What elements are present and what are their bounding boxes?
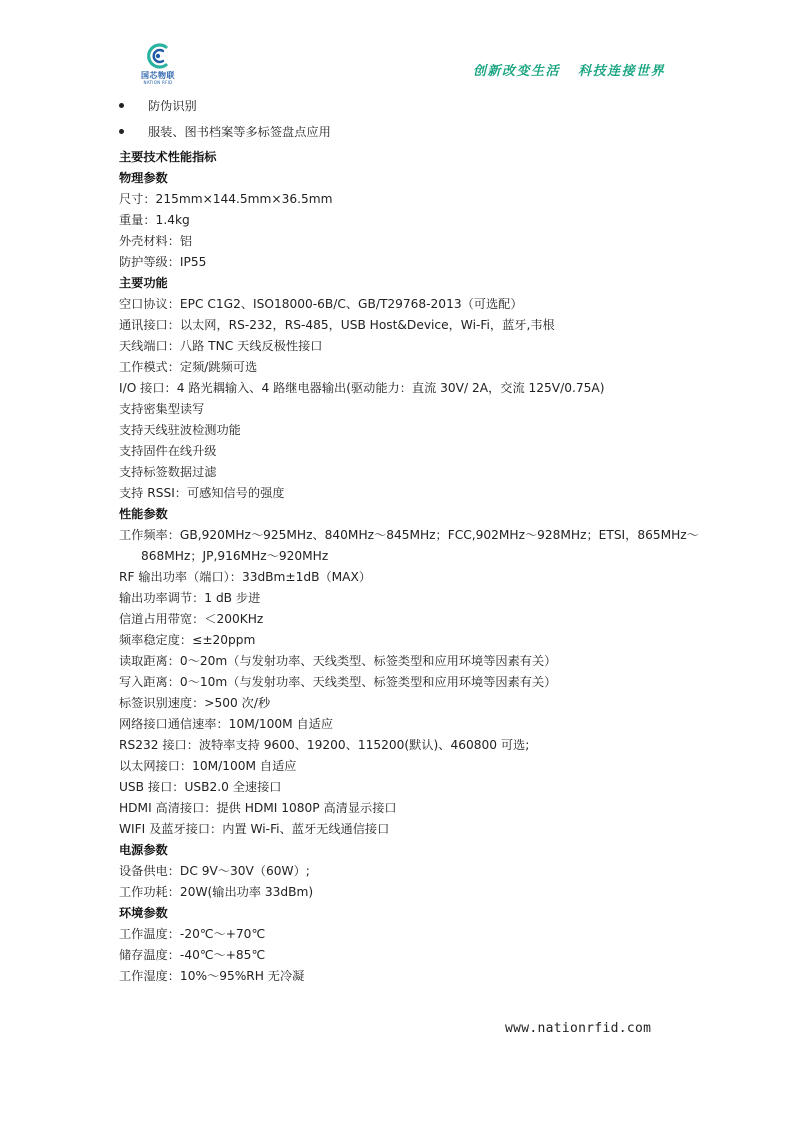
spec-line: 工作湿度：10%～95%RH 无冷凝: [119, 969, 305, 983]
spec-line: 支持标签数据过滤: [119, 465, 217, 479]
performance-heading: 性能参数: [119, 507, 168, 521]
spec-line: 工作温度：-20℃～+70℃: [119, 927, 266, 941]
spec-line: 储存温度：-40℃～+85℃: [119, 948, 266, 962]
spec-line: 空口协议：EPC C1G2、ISO18000-6B/C、GB/T29768-2013（可选配）: [119, 297, 523, 311]
footer-url: www.nationrfid.com: [505, 1021, 652, 1036]
spec-line: 工作功耗：20W(输出功率 33dBm): [119, 885, 314, 899]
nation-rfid-logo-icon: [141, 42, 175, 70]
spec-line: 网络接口通信速率：10M/100M 自适应: [119, 717, 334, 731]
spec-line: RF 输出功率（端口）：33dBm±1dB（MAX）: [119, 570, 372, 584]
spec-line: 输出功率调节：1 dB 步进: [119, 591, 261, 605]
bullet-text: 服装、图书档案等多标签盘点应用: [148, 125, 331, 139]
page-header: [0, 0, 793, 95]
document-body: [119, 95, 699, 987]
spec-line: 通讯接口：以太网，RS-232，RS-485，USB Host&Device，Wi-Fi，蓝牙,韦根: [119, 318, 555, 332]
spec-line: 支持密集型读写: [119, 402, 205, 416]
spec-line: 外壳材料：铝: [119, 234, 193, 248]
company-logo: [132, 42, 184, 88]
spec-line: 信道占用带宽：＜200KHz: [119, 612, 264, 626]
header-slogan: 创新改变生活 科技连接世界: [473, 64, 666, 79]
spec-line: 重量：1.4kg: [119, 213, 190, 227]
spec-line: WIFI 及蓝牙接口：内置 Wi-Fi、蓝牙无线通信接口: [119, 822, 390, 836]
spec-line: 尺寸：215mm×144.5mm×36.5mm: [119, 192, 333, 206]
spec-line: 频率稳定度：≤±20ppm: [119, 633, 256, 647]
spec-line: 标签识别速度：>500 次/秒: [119, 696, 271, 710]
spec-line: USB 接口：USB2.0 全速接口: [119, 780, 282, 794]
spec-line: RS232 接口：波特率支持 9600、19200、115200(默认)、460800 可选;: [119, 738, 530, 752]
bullet-dot-icon: [119, 103, 124, 108]
bullet-dot-icon: [119, 129, 124, 134]
spec-line: 支持天线驻波检测功能: [119, 423, 241, 437]
spec-line: HDMI 高清接口：提供 HDMI 1080P 高清显示接口: [119, 801, 397, 815]
spec-line: 支持固件在线升级: [119, 444, 217, 458]
spec-line: 设备供电：DC 9V～30V（60W）;: [119, 864, 310, 878]
spec-line: 工作频率：GB,920MHz～925MHz、840MHz～845MHz；FCC,902MHz～928MHz；ETSI，865MHz～: [119, 528, 699, 542]
spec-line-continued: 868MHz；JP,916MHz～920MHz: [141, 549, 329, 563]
bullet-item: [119, 95, 699, 121]
spec-line: I/O 接口：4 路光耦输入、4 路继电器输出(驱动能力：直流 30V/ 2A，交流 125V/0.75A): [119, 381, 605, 395]
spec-line: 天线端口：八路 TNC 天线反极性接口: [119, 339, 323, 353]
logo-subtext: NATION RFID: [143, 80, 173, 85]
spec-line: 支持 RSSI：可感知信号的强度: [119, 486, 285, 500]
spec-line: 写入距离：0～10m（与发射功率、天线类型、标签类型和应用环境等因素有关）: [119, 675, 557, 689]
spec-line: 以太网接口：10M/100M 自适应: [119, 759, 297, 773]
physical-heading: 物理参数: [119, 171, 168, 185]
environment-heading: 环境参数: [119, 906, 168, 920]
spec-line: 防护等级：IP55: [119, 255, 207, 269]
functions-heading: 主要功能: [119, 276, 168, 290]
bullet-text: 防伪识别: [148, 99, 197, 113]
logo-text: 国芯物联: [141, 71, 175, 80]
bullet-item: [119, 121, 699, 147]
spec-line: 读取距离：0～20m（与发射功率、天线类型、标签类型和应用环境等因素有关）: [119, 654, 557, 668]
power-heading: 电源参数: [119, 843, 168, 857]
spec-line: 工作模式：定频/跳频可选: [119, 360, 258, 374]
section-title: 主要技术性能指标: [119, 150, 217, 164]
